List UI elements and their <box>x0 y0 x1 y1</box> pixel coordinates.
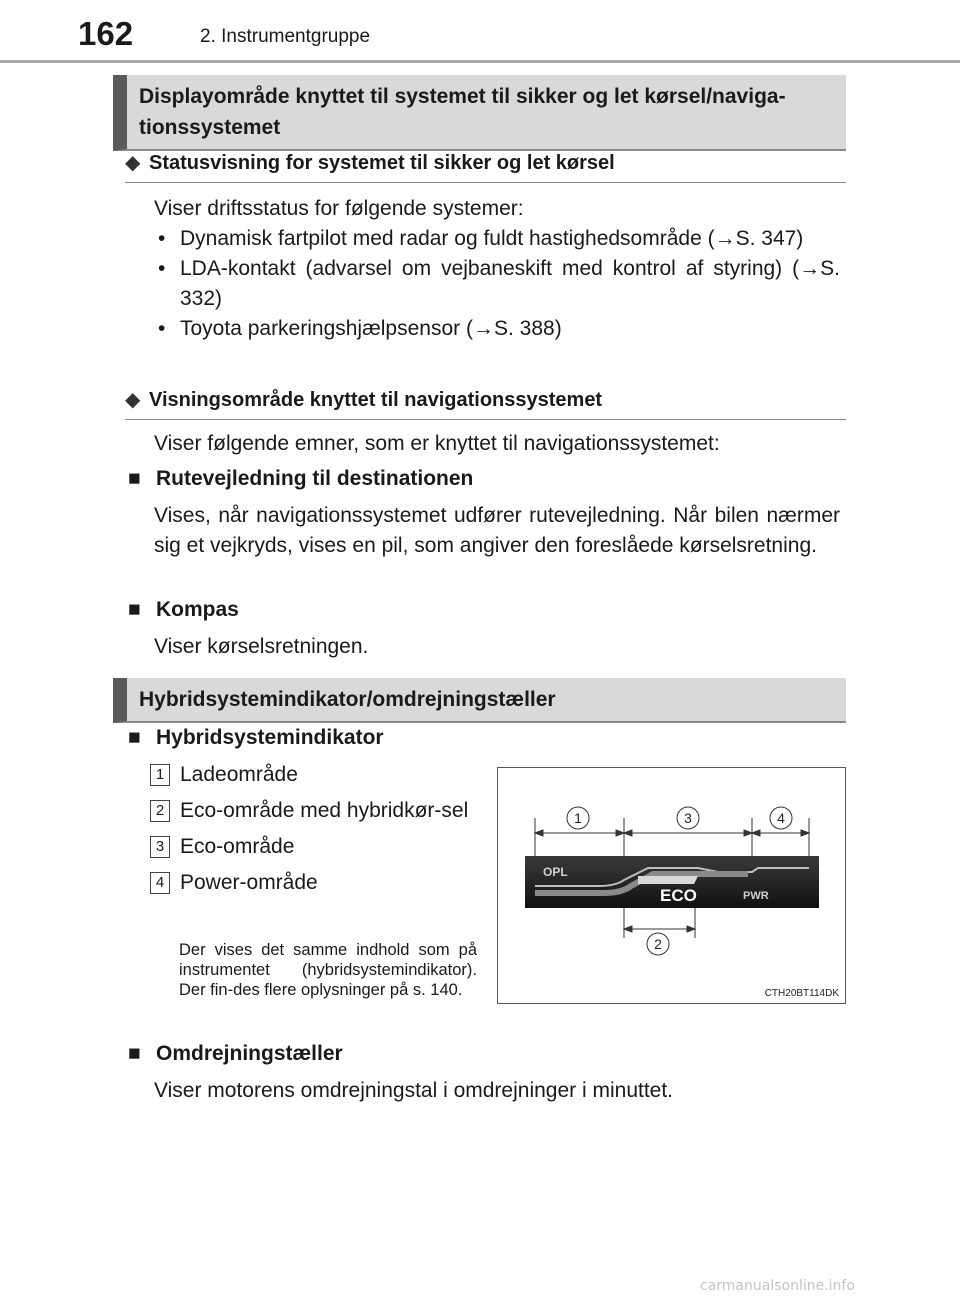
route-guidance-text: Vises, når navigationssystemet udfører rutevejledning. Når bilen nærmer sig et vejkryds, vises en pil, som angiver den foreslåede kørselsretning. <box>154 504 840 557</box>
page-number: 162 <box>78 15 134 52</box>
hybrid-indicator-figure <box>497 767 846 1004</box>
list-item <box>150 868 480 898</box>
bullet-item: • Dynamisk fartpilot med radar og fuldt hastighedsområde (→S. 347) <box>158 224 840 254</box>
diamond-icon: ◆ <box>125 389 141 411</box>
navigation-intro: Viser følgende emner, som er knyttet til navigationssystemet: <box>154 432 720 455</box>
callout-label: 1 <box>574 810 582 826</box>
route-guidance-heading <box>128 465 473 493</box>
hybrid-gauge-illustration <box>498 768 845 1003</box>
item-text: Power-område <box>180 871 318 894</box>
compass-heading <box>128 596 239 624</box>
number-badge: 2 <box>150 800 170 822</box>
rpm-text: Viser motorens omdrejningstal i omdrejninger i minuttet. <box>154 1079 674 1102</box>
item-text: Ladeområde <box>180 763 298 786</box>
hybrid-indicator-heading <box>128 724 384 752</box>
callout-2 <box>647 933 669 955</box>
subheading-status-display <box>125 150 846 183</box>
section-heading-line2: tionssystemet <box>139 116 281 139</box>
compass-text: Viser kørselsretningen. <box>154 635 369 658</box>
square-bullet-icon: ■ <box>128 1042 141 1065</box>
subheading-text: Visningsområde knyttet til navigationssystemet <box>149 389 603 411</box>
number-badge: 1 <box>150 764 170 786</box>
opl-label: OPL <box>543 865 568 879</box>
callout-1 <box>567 807 589 829</box>
item-text: Eco-område med hybridkør-sel <box>180 799 469 822</box>
watermark: carmanualsonline.info <box>700 1278 855 1294</box>
square-bullet-icon: ■ <box>128 726 141 749</box>
header-divider <box>0 60 960 63</box>
square-bullet-icon: ■ <box>128 598 141 621</box>
heading-text: Hybridsystemindikator <box>156 726 384 749</box>
gauge-bar <box>525 856 819 908</box>
callout-label: 3 <box>684 810 692 826</box>
callout-label: 4 <box>777 810 785 826</box>
status-intro: Viser driftsstatus for følgende systemer: <box>154 197 524 220</box>
bullet-item: • LDA-kontakt (advarsel om vejbaneskift med kontrol af styring) (→S. 332) <box>158 254 840 314</box>
heading-text: Rutevejledning til destinationen <box>156 467 474 490</box>
heading-text: Kompas <box>156 598 239 621</box>
callout-4 <box>770 807 792 829</box>
section-heading-line1: Hybridsystemindikator/omdrejningstæller <box>139 688 556 711</box>
rpm-heading <box>128 1040 343 1068</box>
hybrid-note: Der vises det samme indhold som på instrumentet (hybridsystemindikator). Der fin-des flere oplysninger på s. 140. <box>179 941 477 999</box>
callout-label: 2 <box>654 936 662 952</box>
eco-label: ECO <box>660 886 697 905</box>
pwr-label: PWR <box>743 890 769 902</box>
callout-3 <box>677 807 699 829</box>
square-bullet-icon: ■ <box>128 467 141 490</box>
diamond-icon: ◆ <box>125 152 141 174</box>
section-heading-display-area <box>113 75 846 151</box>
section-heading-hybrid-indicator <box>113 678 846 723</box>
list-item <box>150 832 480 862</box>
subheading-text: Statusvisning for systemet til sikker og let kørsel <box>149 152 615 174</box>
number-badge: 3 <box>150 836 170 858</box>
bullet-item: • Toyota parkeringshjælpsensor (→S. 388) <box>158 314 840 344</box>
hybrid-zone-list <box>150 760 480 904</box>
list-item <box>150 760 480 790</box>
status-bullet-list <box>158 224 840 344</box>
chapter-title: 2. Instrumentgruppe <box>200 26 371 47</box>
list-item <box>150 796 480 826</box>
heading-text: Omdrejningstæller <box>156 1042 343 1065</box>
item-text: Eco-område <box>180 835 295 858</box>
number-badge: 4 <box>150 872 170 894</box>
section-heading-line1: Displayområde knyttet til systemet til sikker og let kørsel/naviga- <box>139 85 786 108</box>
subheading-navigation-area <box>125 387 846 420</box>
figure-code: CTH20BT114DK <box>764 988 839 999</box>
